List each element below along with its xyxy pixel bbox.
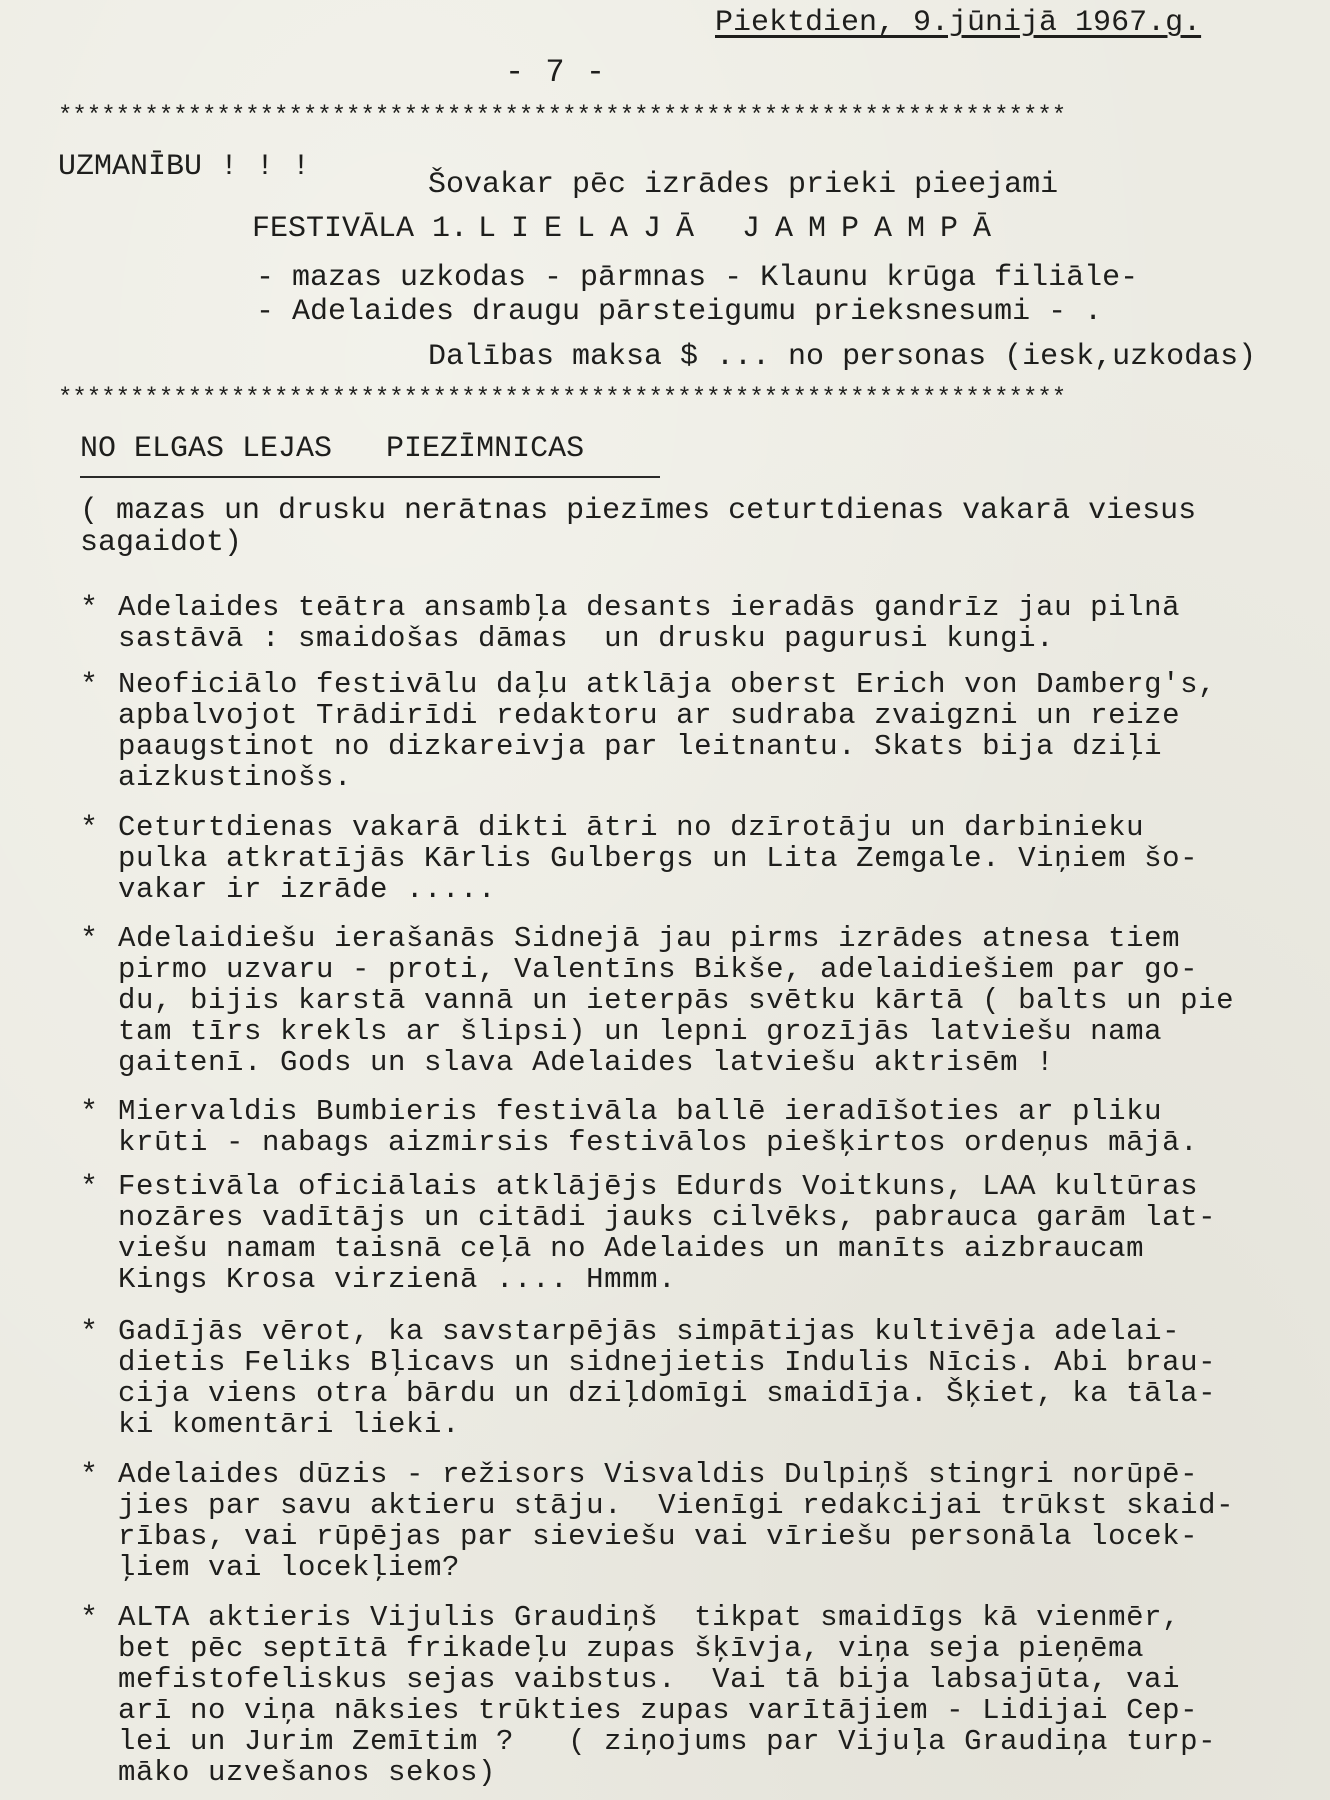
note-line: Miervaldis Bumbieris festivāla ballē ieradīšoties ar pliku [118,1095,1163,1128]
note-line: arī no viņa nāksies trūkties zupas varītājiem - Lidijai Cep- [118,1694,1199,1727]
bullet-asterisk: * [80,923,99,957]
note-text [118,1459,1234,1583]
note-line: Gadījās vērot, ka savstarpējās simpātijas kultivēja adelai- [118,1315,1181,1348]
note-line: cija viens otra bārdu un dziļdomīgi smaidīja. Šķiet, ka tāla- [118,1377,1217,1410]
note-line: viešu namam taisnā ceļā no Adelaides un manīts aizbraucam [118,1232,1145,1265]
note-text [118,1171,1216,1295]
festival-prefix: FESTIVĀLA 1. [252,212,469,246]
announcement-line: Šovakar pēc izrādes prieki pieejami [428,168,1059,202]
note-line: du, bijis karstā vannā un ieterpās svētku kārtā ( balts un pie [118,984,1235,1017]
bullet-asterisk: * [80,1171,99,1205]
section-title-underline [80,476,660,478]
bullet-asterisk: * [80,1602,99,1636]
note-text [118,1096,1198,1158]
note-line: Adelaidiešu ierašanās Sidnejā jau pirms izrādes atnesa tiem [118,922,1181,955]
section-title: NO ELGAS LEJAS PIEZĪMNICAS [80,432,585,466]
note-line: dietis Feliks Bļicavs un sidnejietis Indulis Nīcis. Abi brau- [118,1346,1217,1379]
note-line: Adelaides teātra ansambļa desants ieradās gandrīz jau pilnā [118,591,1181,624]
note-text [118,592,1180,654]
festival-name: LIELAJĀ JAMPAMPĀ [478,212,1007,246]
note-line: pirmo uzvaru - proti, Valentīns Bikše, adelaidiešiem par go- [118,953,1199,986]
note-line: krūti - nabags aizmirsis festivālos piešķirtos ordeņus mājā. [118,1126,1199,1159]
section-intro-line-1: ( mazas un drusku nerātnas piezīmes ceturtdienas vakarā viesus [80,494,1197,528]
separator-stars-top: ********************************************************************** [58,103,1067,130]
bullet-asterisk: * [80,1459,99,1493]
note-line: rības, vai rūpējas par sieviešu vai vīriešu personāla locek- [118,1520,1199,1553]
note-line: māko uzvešanos sekos) [118,1756,497,1789]
bullet-asterisk: * [80,669,99,703]
section-intro-line-2: sagaidot) [80,526,243,560]
note-line: mefistofeliskus sejas vaibstus. Vai tā bija labsajūta, vai [118,1663,1181,1696]
program-line-1: - mazas uzkodas - pārmnas - Klaunu krūga filiāle- [256,261,1139,295]
note-line: ALTA aktieris Vijulis Graudiņš tikpat smaidīgs kā vienmēr, [118,1601,1181,1634]
note-text [118,923,1234,1078]
note-line: Adelaides dūzis - režisors Visvaldis Dulpiņš stingri norūpē- [118,1458,1199,1491]
note-line: paaugstinot no dizkareivja par leitnantu. Skats bija dziļi [118,730,1163,763]
participation-fee: Dalības maksa $ ... no personas (iesk,uzkodas) [428,340,1257,374]
note-line: Festivāla oficiālais atklājējs Edurds Voitkuns, LAA kultūras [118,1170,1199,1203]
separator-stars-bottom: ********************************************************************** [58,385,1067,412]
announcement-heading: UZMANĪBU ! ! ! [58,150,311,184]
bullet-asterisk: * [80,592,99,626]
note-line: gaitenī. Gods un slava Adelaides latviešu aktrisēm ! [118,1046,1055,1079]
note-line: apbalvojot Trādirīdi redaktoru ar sudraba zvaigzni un reize [118,699,1181,732]
note-line: ki komentāri lieki. [118,1408,461,1441]
note-line: pulka atkratījās Kārlis Gulbergs un Lita Zemgale. Viņiem šo- [118,842,1199,875]
note-line: jies par savu aktieru stāju. Vienīgi redakcijai trūkst skaid- [118,1489,1235,1522]
note-text [118,1316,1216,1440]
note-line: Ceturtdienas vakarā dikti ātri no dzīrotāju un darbinieku [118,811,1145,844]
program-line-2: - Adelaides draugu pārsteigumu prieksnesumi - . [256,295,1103,329]
bullet-asterisk: * [80,1096,99,1130]
note-text [118,1602,1216,1788]
note-line: aizkustinošs. [118,761,353,794]
note-text [118,669,1216,793]
note-text [118,812,1198,905]
page-number: - 7 - [505,54,607,91]
note-line: lei un Jurim Zemītim ? ( ziņojums par Vijuļa Graudiņa turp- [118,1725,1217,1758]
note-line: tam tīrs krekls ar šlipsi) un lepni grozījās latviešu nama [118,1015,1163,1048]
issue-date: Piektdien, 9.jūnijā 1967.g. [715,6,1202,40]
bullet-asterisk: * [80,1316,99,1350]
bullet-asterisk: * [80,812,99,846]
note-line: Neoficiālo festivālu daļu atklāja oberst Erich von Damberg's, [118,668,1217,701]
note-line: ļiem vai locekļiem? [118,1551,461,1584]
note-line: vakar ir izrāde ..... [118,873,497,906]
note-line: Kings Krosa virzienā .... Hmmm. [118,1263,677,1296]
note-line: sastāvā : smaidošas dāmas un drusku pagurusi kungi. [118,622,1055,655]
note-line: nozāres vadītājs un citādi jauks cilvēks, pabrauca garām lat- [118,1201,1217,1234]
note-line: bet pēc septītā frikadeļu zupas šķīvja, viņa seja pieņēma [118,1632,1145,1665]
